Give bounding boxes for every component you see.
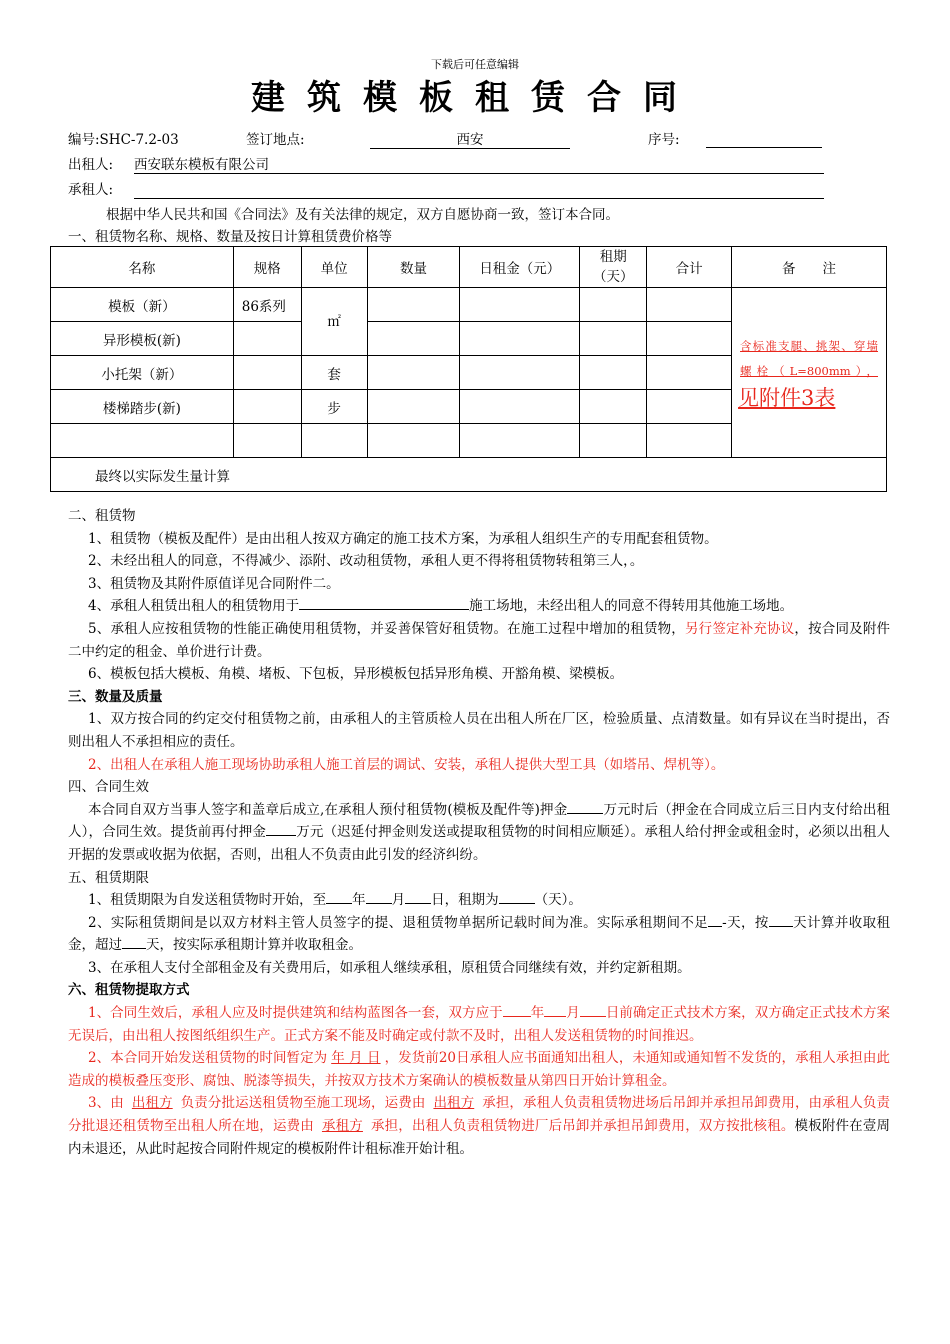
col-header-term-line1: 租期: [599, 249, 627, 265]
item-total: [647, 322, 732, 356]
item-name: 小托架（新）: [51, 356, 234, 390]
item-name: 模板（新）: [51, 288, 234, 322]
delivery-freight-party: 出租方: [433, 1095, 475, 1112]
item-qty: [367, 288, 460, 322]
col-header-remark: 备 注: [732, 247, 887, 288]
section2-item6: 6、模板包括大模板、角模、堵板、下包板，异形模板包括异形角模、开豁角模、梁模板。: [88, 666, 624, 683]
term-blank: [499, 889, 535, 904]
section2: [68, 505, 890, 1160]
end-year-blank: [326, 889, 352, 904]
billing-days-blank: [769, 912, 793, 927]
year-label: 年: [352, 892, 366, 909]
sequence-label: 序号:: [648, 132, 680, 148]
section6-item3: [68, 1092, 890, 1160]
item-term: [580, 322, 647, 356]
item-spec: [233, 390, 301, 424]
item-term: [580, 356, 647, 390]
signing-place-label: 签订地点:: [246, 132, 305, 148]
section3-title: 三、数量及质量: [68, 688, 163, 705]
item-name: 异形模板(新): [51, 322, 234, 356]
contract-number: 编号:SHC-7.2-03: [68, 132, 179, 148]
item-qty: [367, 356, 460, 390]
item-unit: [301, 424, 367, 458]
item-term: [580, 288, 647, 322]
section2-item4: [68, 595, 890, 618]
plan-month-label: 月: [566, 1005, 580, 1022]
section4-text-a: 本合同自双方当事人签字和盖章后成立,在承租人预付租赁物(模板及配件等)押金: [88, 801, 568, 818]
top-note: 下载后可任意编辑: [431, 58, 519, 71]
return-freight-party: 承租方: [321, 1118, 363, 1135]
remark-small-text: 含标准支腿、挑架、穿墙螺栓（L=800mm），: [740, 338, 878, 378]
section6-item1-d: 日前确定正式技术方案，双方确定正式技术方案无误后，由出租人按图纸组织生产。正式方案不能及时确定或付款不及时，出租人发送租赁物的时间推迟。: [68, 1005, 891, 1044]
section5-text-e: （天）。: [534, 892, 582, 909]
lessor-label: 出租人:: [68, 157, 114, 173]
signing-place-value: 西安: [370, 130, 570, 149]
month-label: 月: [391, 892, 406, 909]
item-daily-rent: [460, 356, 580, 390]
worksite-blank: [299, 595, 469, 610]
col-header-name: 名称: [51, 247, 234, 288]
section5-item3: 3、在承租人支付全部租金及有关费用后，如承租人继续承租，原租赁合同继续有效，并约定新租期。: [88, 959, 691, 976]
document-title: 建筑模板租赁合同: [251, 78, 699, 118]
section6-item2-b: ，发货前20日承租人应书面通知出租人，未通知或通知暂不发货的，承租人承担由此造成的模板叠压变形、腐蚀、脱漆等损失，并按双方技术方案确认的模板数量从第四日开始计算租金。: [68, 1050, 890, 1089]
item-term: [580, 424, 647, 458]
item-total: [647, 356, 732, 390]
lessee-label: 承租人:: [68, 182, 114, 198]
section6-item1-a: 1、合同生效后，承租人应及时提供建筑和结构蓝图各一套，双方应于: [88, 1005, 503, 1022]
item-spec: [233, 356, 301, 390]
end-month-blank: [366, 889, 392, 904]
section2-item5-b: ，按合同及附件二中约定的租金、单价进行计费。: [68, 620, 890, 660]
item-unit: ㎡: [301, 288, 367, 356]
section6-item3-a: 3、由: [88, 1095, 124, 1112]
deposit-blank-1: [567, 799, 603, 814]
deposit-blank-2: [266, 821, 296, 836]
plan-day-blank: [580, 1002, 606, 1017]
lessee-blank: [134, 198, 824, 199]
section5-item2-d: 天，按实际承租期计算并收取租金。: [146, 937, 362, 954]
section6-item2-a: 2、本合同开始发送租赁物的时间暂定为: [88, 1050, 328, 1067]
item-spec: [233, 322, 301, 356]
table-row: [51, 288, 887, 322]
section6-item3-e: 模板附件在壹周内未退还，从此时起按合同附件规定的模板附件计租标准开始计租。: [68, 1118, 891, 1157]
exceed-days-blank: [122, 934, 146, 949]
end-day-blank: [405, 889, 431, 904]
section6-item3-b: 负责分批运送租赁物至施工现场，运费由: [180, 1095, 426, 1112]
item-unit: 步: [301, 390, 367, 424]
remark-cell: [732, 288, 887, 458]
item-qty: [367, 390, 460, 424]
section2-item5-red: 另行签定补充协议: [684, 620, 795, 637]
section2-item1: 1、租赁物（模板及配件）是由出租人按双方确定的施工技术方案，为承租人组织生产的专用配套租赁物。: [88, 530, 718, 547]
section5-item2-b: -天，按: [722, 914, 769, 931]
item-spec: [233, 424, 301, 458]
section2-item3: 3、租赁物及其附件原值详见合同附件二。: [88, 575, 340, 592]
col-header-daily-rent: 日租金（元）: [460, 247, 580, 288]
item-daily-rent: [460, 390, 580, 424]
min-days-blank: [708, 912, 722, 927]
delivery-party: 出租方: [131, 1095, 173, 1112]
remark-large-text: 见附件3表: [738, 385, 836, 410]
col-header-unit: 单位: [301, 247, 367, 288]
lessor-value: 西安联东模板有限公司: [134, 155, 824, 174]
section4-item1: [68, 799, 890, 867]
item-term: [580, 390, 647, 424]
plan-year-label: 年: [530, 1005, 545, 1022]
intro-paragraph: 根据中华人民共和国《合同法》及有关法律的规定，双方自愿协商一致，签订本合同。: [106, 207, 619, 223]
section5-item2-c: 天计算并收取租金，超过: [68, 914, 890, 954]
table-footer-row: [51, 458, 887, 492]
section5-title: 五、租赁期限: [68, 869, 149, 886]
plan-year-blank: [503, 1002, 531, 1017]
section6-item1: [68, 1002, 890, 1047]
section3-item1: 1、双方按合同的约定交付租赁物之前，由承租人的主管质检人员在出租人所在厂区，检验质量、点清数量。如有异议在当时提出，否则出租人不承担相应的责任。: [68, 711, 890, 750]
section5-item2-a: 2、实际租赁期间是以双方材料主管人员签字的提、退租赁物单据所记载时间为准。实际承租期间不足: [88, 914, 709, 931]
ship-date: 年 月 日: [331, 1050, 381, 1067]
section2-item2: 2、未经出租人的同意，不得减少、添附、改动租赁物，承租人更不得将租赁物转租第三人，。: [88, 553, 644, 570]
section4-text-c: 万元（迟延付押金则发送或提取租赁物的时间相应顺延）。承租人给付押金或租金时，必须以出租人开据的发票或收据为依据，否则，出租人不负责由此引发的经济纠纷。: [68, 824, 891, 863]
item-daily-rent: [460, 424, 580, 458]
item-total: [647, 424, 732, 458]
rental-table: [50, 246, 887, 492]
section6-item3-c: 承担，承租人负责租赁物进场后吊卸并承担吊卸费用，由承租人负责分批退还租赁物至出租人所在地，运费由: [68, 1095, 891, 1135]
section4-text-b: 万元时后（押金在合同成立后三日内支付给出租人），合同生效。提货前再付押金: [68, 801, 890, 841]
col-header-term-line2: （天）: [592, 269, 634, 285]
plan-month-blank: [544, 1002, 566, 1017]
col-header-spec: 规格: [233, 247, 301, 288]
item-name: 楼梯踏步(新): [51, 390, 234, 424]
col-header-total: 合计: [647, 247, 732, 288]
section2-item4-a: 4、承租人租赁出租人的租赁物用于: [88, 598, 300, 615]
item-total: [647, 390, 732, 424]
item-daily-rent: [460, 322, 580, 356]
section6-item3-d: 承担，出租人负责租赁物进厂后吊卸并承担吊卸费用，双方按批核租。: [370, 1118, 795, 1135]
section2-item4-b: 施工场地，未经出租人的同意不得转用其他施工场地。: [469, 598, 794, 615]
item-name: [51, 424, 234, 458]
section4-title: 四、合同生效: [68, 779, 149, 796]
section5-item1: [68, 889, 890, 912]
section5-text-d: 日，租期为: [431, 892, 499, 909]
item-qty: [367, 322, 460, 356]
col-header-term: [580, 247, 647, 288]
item-qty: [367, 424, 460, 458]
item-spec: 86系列: [233, 288, 301, 322]
section6-title: 六、租赁物提取方式: [68, 982, 190, 999]
section2-title: 二、租赁物: [68, 508, 136, 524]
section1-title: 一、租赁物名称、规格、数量及按日计算租赁费价格等: [68, 229, 392, 245]
section3-item2: 2、出租人在承租人施工现场协助承租人施工首层的调试、安装，承租人提供大型工具（如塔吊、焊机等）。: [88, 756, 725, 773]
item-total: [647, 288, 732, 322]
section5-item2: [68, 912, 890, 957]
table-footer: 最终以实际发生量计算: [51, 458, 887, 492]
sequence-blank: [706, 147, 822, 148]
section2-item5-a: 5、承租人应按租赁物的性能正确使用租赁物，并妥善保管好租赁物。在施工过程中增加的租赁物，: [88, 620, 685, 637]
table-header-row: [51, 247, 887, 288]
item-unit: 套: [301, 356, 367, 390]
section5-text-a: 1、租赁期限为自发送租赁物时开始，至: [88, 892, 327, 909]
section6-item2: [68, 1047, 890, 1092]
section2-item5: [68, 618, 890, 663]
col-header-qty: 数量: [367, 247, 460, 288]
item-daily-rent: [460, 288, 580, 322]
